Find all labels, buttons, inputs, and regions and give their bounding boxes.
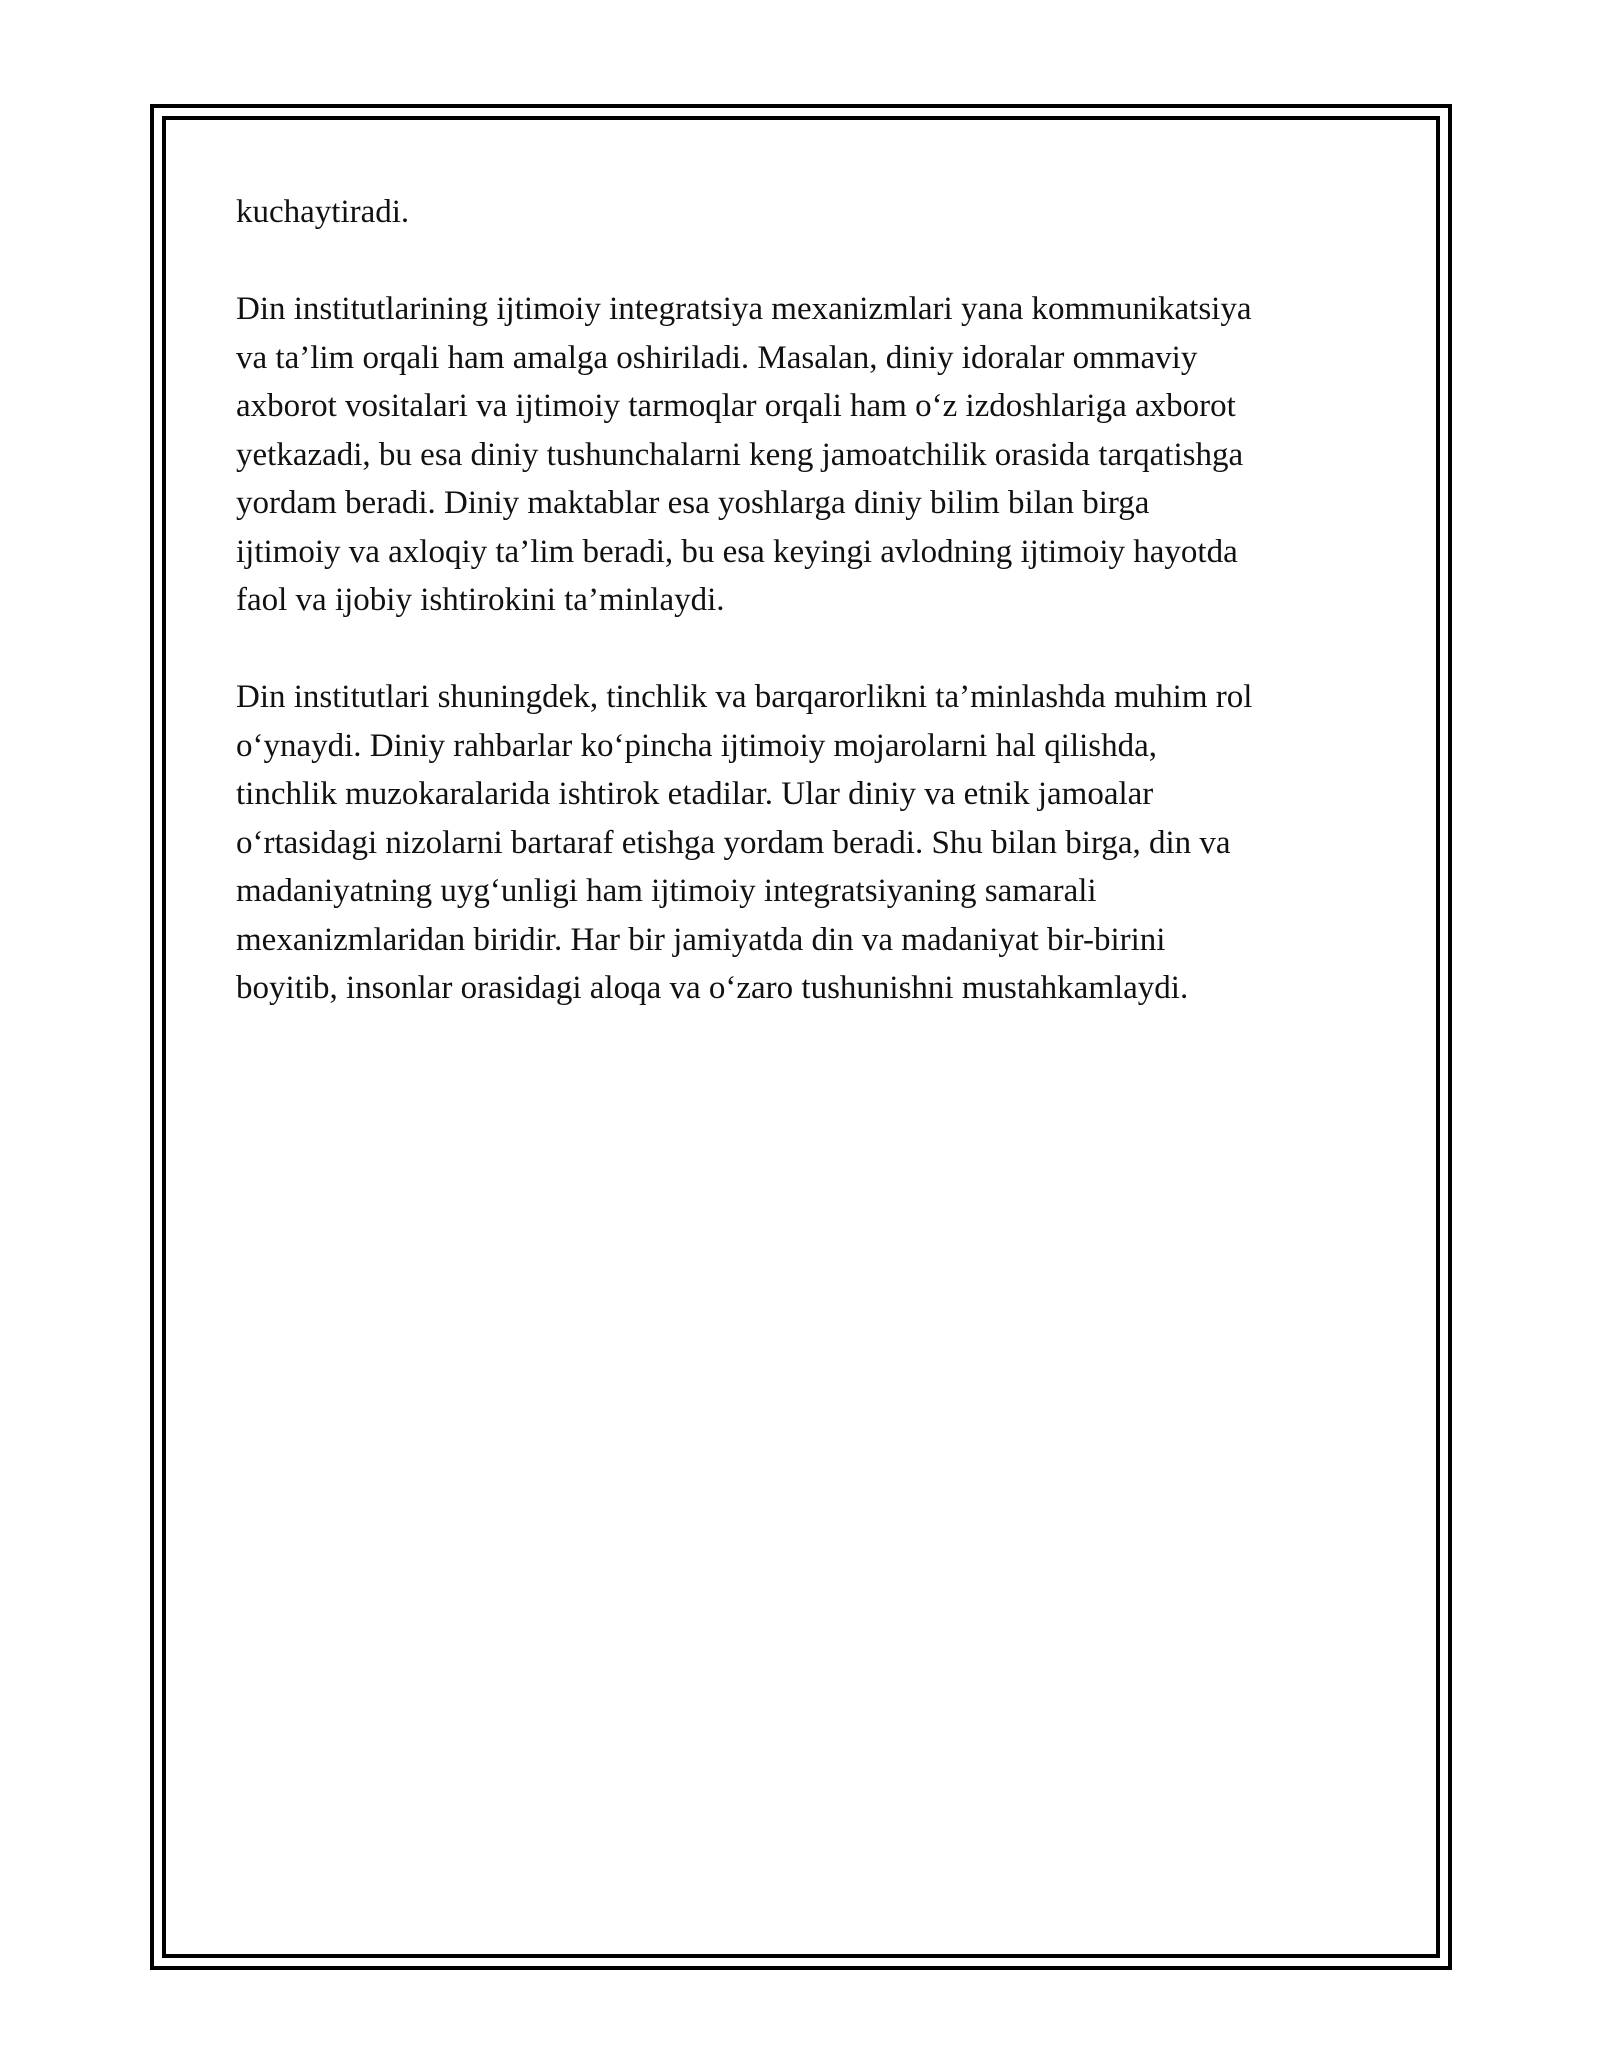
text-line: o‘ynaydi. Diniy rahbarlar ko‘pincha ijtimoiy mojarolarni hal qilishda, [236,727,1158,764]
text-line: mexanizmlaridan biridir. Har bir jamiyatda din va madaniyat bir-birini [236,921,1166,958]
paragraph-2 [236,285,1376,625]
paragraph-3 [236,673,1376,1013]
text-line: yetkazadi, bu esa diniy tushunchalarni keng jamoatchilik orasida tarqatishga [236,436,1244,473]
text-line: madaniyatning uyg‘unligi ham ijtimoiy integratsiyaning samarali [236,873,1097,909]
document-body [236,188,1376,1061]
text-line: kuchaytiradi. [236,194,410,230]
text-line: Din institutlari shuningdek, tinchlik va barqarorlikni ta’minlashda muhim rol [236,679,1253,715]
text-line: Din institutlarining ijtimoiy integratsiya mexanizmlari yana kommunikatsiya [236,291,1252,327]
text-line: axborot vositalari va ijtimoiy tarmoqlar orqali ham o‘z izdoshlariga axborot [236,388,1236,424]
text-line: ijtimoiy va axloqiy ta’lim beradi, bu esa keyingi avlodning ijtimoiy hayotda [236,533,1238,570]
text-line: tinchlik muzokaralarida ishtirok etadilar. Ular diniy va etnik jamoalar [236,776,1154,812]
text-line: va ta’lim orqali ham amalga oshiriladi. Masalan, diniy idoralar ommaviy [236,339,1198,376]
text-line: faol va ijobiy ishtirokini ta’minlaydi. [236,582,725,618]
paragraph-1 [236,188,1376,237]
text-line: yordam beradi. Diniy maktablar esa yoshlarga diniy bilim bilan birga [236,485,1150,521]
text-line: boyitib, insonlar orasidagi aloqa va o‘zaro tushunishni mustahkamlaydi. [236,970,1189,1006]
text-line: o‘rtasidagi nizolarni bartaraf etishga yordam beradi. Shu bilan birga, din va [236,824,1231,861]
